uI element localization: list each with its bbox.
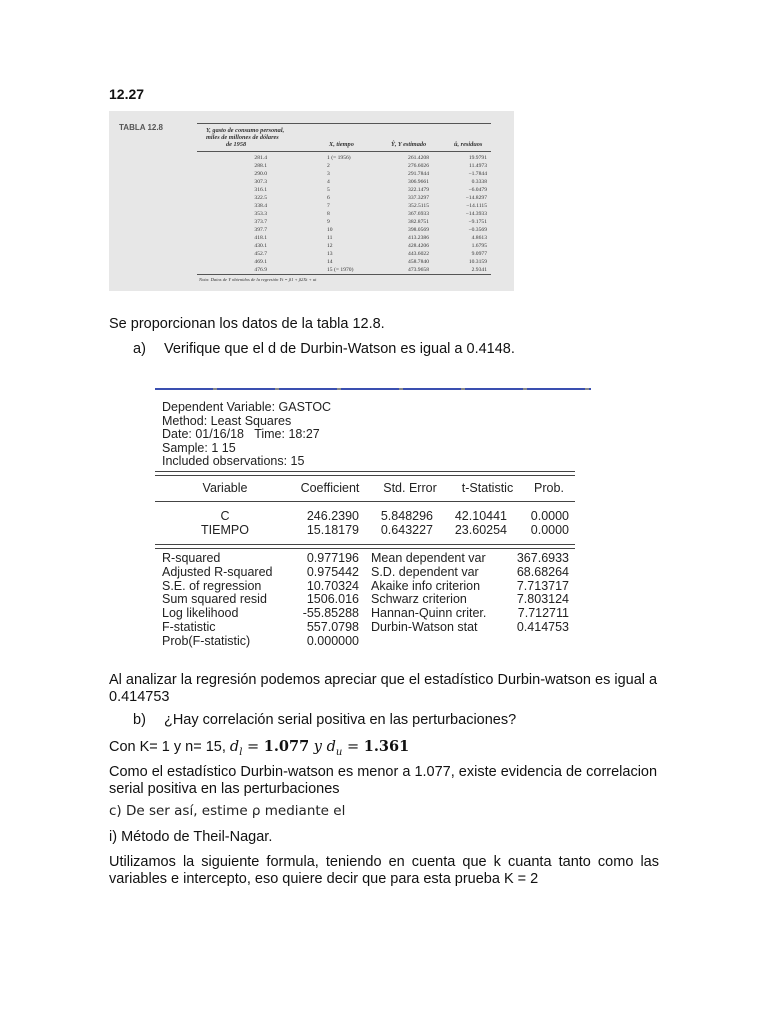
col-variable-header: Variable — [202, 481, 248, 495]
table-cell: 307.3 — [254, 179, 267, 185]
critical-values-line: Con K= 1 y n= 15, $d_l = 1.077$ y $d_u = 1.361$ — [109, 738, 410, 758]
item-a-marker: a) — [133, 341, 146, 357]
stat-cell: Schwarz criterion — [371, 592, 467, 607]
stat-cell: Prob(F-statistic) — [162, 633, 251, 648]
table-cell: 5 — [327, 187, 330, 193]
table-cell: 476.9 — [254, 267, 267, 273]
col-yhat-header: Ŷ, Y estimado — [391, 141, 427, 148]
stat-cell: S.E. of regression — [162, 578, 262, 593]
table-cell: 8 — [327, 211, 330, 217]
table-cell: 338.4 — [254, 203, 267, 209]
stat-cell: 557.0798 — [306, 620, 359, 634]
table-cell: 9.0977 — [471, 251, 487, 257]
col-t-statistic-header: t-Statistic — [461, 481, 514, 495]
stat-cell: R-squared — [162, 551, 221, 565]
col-u-values — [449, 154, 487, 274]
stat-cell: 367.6933 — [516, 551, 569, 565]
table-cell: −14.1115 — [466, 203, 487, 209]
col-x-values — [327, 154, 372, 274]
table-cell: −1.7844 — [468, 171, 487, 177]
table-cell: 353.3 — [254, 211, 267, 217]
table-header-rule — [197, 151, 491, 152]
table-top-rule — [197, 123, 491, 124]
regression-output: Dependent Variable: GASTOC Method: Least Squares Date: 01/16/18 Time: 18:27 Sample: 1 15 Included observations: 15 Variable Coefficient Std. Error t-Statistic Prob. C 246.2390 5.848296 42.10441 0.0000 TIEMPO 15.18179 0.643227 23.60254 0.0000 R-squared 0.977196 Mean dependent var 367.6933 Adjusted R-squared 0.975442 S.D. dependent var 68.68264 S.E. of regression 10.70324 Akaike info criterion 7.713717 Sum squared resid 1506.016 Schwarz criterion 7.803124 Log likelihood -55.85288 Hannan-Quinn criter. 7.712711 F-statistic 557.0798 Durbin-Watson stat 0.414753 Prob(F-statistic) 0.000000 — [155, 388, 591, 650]
table-cell: 452.7 — [254, 251, 267, 257]
table-cell: 337.3297 — [408, 195, 429, 201]
table-cell: 306.9661 — [408, 179, 429, 185]
table-cell: 398.0569 — [408, 227, 429, 233]
output-top-border — [155, 388, 591, 390]
stat-cell: 0.975442 — [306, 564, 359, 579]
table-cell: 10 — [327, 227, 333, 233]
item-a — [133, 341, 515, 358]
columns-rule — [155, 501, 575, 502]
table-cell: 290.0 — [254, 171, 267, 177]
stat-cell: 0.000000 — [306, 633, 359, 648]
table-cell: 281.4 — [254, 155, 267, 161]
header-double-rule — [155, 471, 575, 476]
intro-paragraph: Se proporcionan los datos de la tabla 12.8. — [109, 316, 385, 332]
table-cell: 373.7 — [254, 219, 267, 225]
stat-cell: F-statistic — [162, 620, 216, 634]
table-cell: 7 — [327, 203, 330, 209]
item-b — [133, 712, 516, 729]
table-cell: 291.7844 — [408, 171, 429, 177]
table-cell: 458.7840 — [408, 259, 429, 265]
table-cell: 443.6022 — [408, 251, 429, 257]
date-line: Date: 01/16/18 Time: 18:27 — [162, 427, 320, 441]
stat-cell: 10.70324 — [306, 578, 359, 593]
table-cell: −6.0479 — [468, 187, 487, 193]
item-b-text: ¿Hay correlación serial positiva en las perturbaciones? — [163, 712, 517, 728]
observations-line: Included observations: 15 — [162, 454, 305, 468]
table-cell: 261.4208 — [408, 155, 429, 161]
table-note: Nota: Datos de Y obtenidos de la regresión Yt = β1 + β2Xt + ut — [199, 277, 317, 282]
stats-double-rule — [155, 544, 575, 549]
col-yhat-values — [389, 154, 429, 274]
table-cell: 19.9791 — [468, 155, 487, 161]
table-cell: 3 — [327, 171, 330, 177]
table-cell: 413.2386 — [408, 235, 429, 241]
table-cell: 418.1 — [254, 235, 267, 241]
stat-cell: S.D. dependent var — [371, 564, 479, 579]
col-y-values — [237, 154, 267, 274]
stat-cell: 0.414753 — [516, 620, 569, 634]
table-cell: 367.6933 — [408, 211, 429, 217]
dl-value: 1.077 — [263, 738, 310, 755]
col-u-header: û, residuos — [454, 141, 483, 148]
table-cell: 4.8613 — [471, 235, 487, 241]
table-cell: 276.6026 — [408, 163, 429, 169]
table-cell: −14.8297 — [465, 195, 487, 201]
stat-cell: 68.68264 — [516, 564, 569, 579]
stat-cell: Mean dependent var — [371, 551, 486, 565]
dependent-variable-line: Dependent Variable: GASTOC — [162, 400, 332, 414]
stat-cell: 7.803124 — [516, 592, 569, 607]
table-bottom-rule — [197, 274, 491, 275]
stat-cell: 7.713717 — [516, 578, 569, 593]
table-cell: 382.8751 — [408, 219, 429, 225]
col-x-header: X, tiempo — [329, 141, 354, 148]
table-cell: 11 — [327, 235, 333, 241]
table-cell: 2 — [327, 163, 330, 169]
sample-line: Sample: 1 15 — [162, 441, 236, 455]
stat-cell: Sum squared resid — [162, 592, 267, 607]
table-cell: −14.3933 — [465, 211, 487, 217]
stat-cell: 7.712711 — [517, 606, 569, 621]
stat-cell: Adjusted R-squared — [162, 564, 273, 579]
table-cell: 473.9658 — [408, 267, 429, 273]
table-cell: 469.1 — [254, 259, 267, 265]
table-label: TABLA 12.8 — [119, 123, 164, 132]
du-value: 1.361 — [363, 738, 410, 755]
stat-cell: Durbin-Watson stat — [371, 620, 478, 634]
table-cell: 15 (= 1970) — [327, 267, 354, 273]
conclusion-paragraph: Como el estadístico Durbin-watson es menor a 1.077, existe evidencia de correlacion serial positiva en las perturbaciones — [109, 764, 658, 797]
stat-cell: -55.85288 — [302, 606, 359, 621]
table-cell: 428.4206 — [408, 243, 429, 249]
table-cell: 14 — [327, 259, 333, 265]
table-cell: 352.5115 — [408, 203, 429, 209]
table-cell: 9 — [327, 219, 330, 225]
table-cell: 322.5 — [254, 195, 267, 201]
stat-cell: 1506.016 — [306, 592, 359, 607]
table-cell: −9.1751 — [468, 219, 487, 225]
table-cell: 10.3159 — [468, 259, 487, 265]
col-std-error-header: Std. Error — [383, 481, 437, 495]
analysis-paragraph: Al analizar la regresión podemos apreciar que el estadístico Durbin-watson es igual a 0.414753 — [109, 672, 658, 705]
table-12-8-image — [109, 111, 514, 291]
table-cell: 316.1 — [254, 187, 267, 193]
item-b-marker: b) — [133, 712, 146, 728]
item-c: c) De ser así, estime ρ mediante el — [109, 803, 346, 819]
stat-cell: Hannan-Quinn criter. — [371, 606, 487, 621]
exercise-number: 12.27 — [109, 86, 145, 102]
table-cell: 288.1 — [254, 163, 267, 169]
table-cell: 430.1 — [254, 243, 267, 249]
table-cell: 6 — [327, 195, 330, 201]
table-cell: 1 (= 1956) — [327, 155, 351, 161]
table-cell: 2.9341 — [471, 267, 487, 273]
col-prob-header: Prob. — [534, 481, 564, 495]
table-cell: 0.3338 — [471, 179, 487, 185]
col-y-header: Y, gasto de consumo personal, miles de millones de dólares de 1958 — [206, 127, 285, 148]
table-cell: 4 — [327, 179, 330, 185]
table-cell: 12 — [327, 243, 333, 249]
table-cell: 322.1479 — [408, 187, 429, 193]
stat-cell: Akaike info criterion — [371, 578, 481, 593]
item-c-i: i) Método de Theil-Nagar. — [109, 829, 273, 845]
item-a-text: Verifique que el d de Durbin-Watson es igual a 0.4148. — [163, 341, 515, 357]
formula-paragraph: Utilizamos la siguiente formula, teniendo en cuenta que k cuanta tanto como las variables e intercepto, eso quiere decir que para esta prueba K = 2 — [109, 854, 659, 887]
stat-cell: 0.977196 — [306, 551, 359, 565]
table-cell: 11.4973 — [469, 163, 487, 169]
col-coefficient-header: Coefficient — [300, 481, 360, 495]
table-cell: 13 — [327, 251, 333, 257]
method-line: Method: Least Squares — [162, 414, 292, 428]
table-cell: 1.6795 — [471, 243, 487, 249]
table-cell: −0.3569 — [468, 227, 487, 233]
stat-cell: Log likelihood — [162, 606, 239, 621]
table-cell: 397.7 — [254, 227, 267, 233]
